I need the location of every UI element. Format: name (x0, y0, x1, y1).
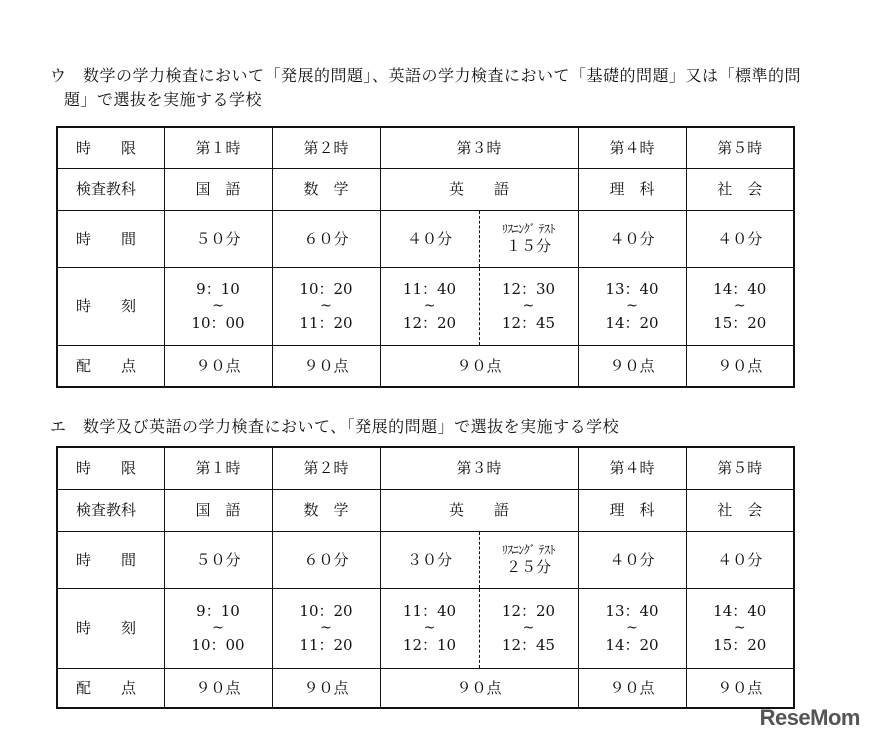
period-cell: 第２時 (272, 447, 380, 489)
listening-label: ﾘｽﾆﾝｸﾞ ﾃｽﾄ (501, 221, 556, 236)
tilde: ~ (212, 620, 224, 636)
score-cell: ９０点 (272, 668, 380, 708)
period-cell: 第３時 (380, 127, 578, 168)
table-row (57, 127, 794, 168)
time-start: 12：20 (501, 602, 556, 620)
duration-cell: ４０分 (578, 210, 686, 267)
section-u-heading-line2: 題」で選抜を実施する学校 (64, 90, 263, 109)
subject-cell: 英 語 (380, 168, 578, 210)
score-label: 配 点 (57, 668, 164, 708)
subject-label: 検査教科 (57, 489, 164, 531)
duration-cell: ４０分 (686, 210, 794, 267)
tilde: ~ (733, 620, 746, 636)
time-cell (479, 588, 578, 668)
time-start: 13：40 (605, 280, 659, 298)
section-u-heading (50, 64, 801, 112)
time-end: 15：20 (713, 314, 767, 332)
listening-cell (479, 210, 578, 267)
subject-cell: 数 学 (272, 489, 380, 531)
period-label: 時 限 (57, 447, 164, 489)
tilde: ~ (522, 620, 535, 636)
listening-cell (479, 531, 578, 588)
watermark-logo: ReseMom (759, 705, 860, 730)
table-row (57, 210, 794, 267)
subject-cell: 国 語 (164, 489, 272, 531)
time-end: 12：45 (501, 636, 556, 654)
time-start: 9：10 (196, 602, 240, 620)
listening-label: ﾘｽﾆﾝｸﾞ ﾃｽﾄ (501, 542, 556, 557)
time-cell (164, 588, 272, 668)
tilde: ~ (423, 620, 436, 636)
score-cell: ９０点 (164, 668, 272, 708)
table-row (57, 588, 794, 668)
time-start: 10：20 (299, 280, 353, 298)
score-cell: ９０点 (164, 345, 272, 387)
period-cell: 第３時 (380, 447, 578, 489)
time-cell (578, 267, 686, 345)
time-end: 14：20 (605, 636, 659, 654)
schedule-table-e (56, 446, 795, 709)
subject-cell: 国 語 (164, 168, 272, 210)
tilde: ~ (212, 298, 224, 314)
period-label: 時 限 (57, 127, 164, 168)
time-cell (380, 267, 479, 345)
duration-cell: ５０分 (164, 531, 272, 588)
time-end: 10：00 (191, 314, 245, 332)
time-cell (578, 588, 686, 668)
table-row (57, 489, 794, 531)
tilde: ~ (320, 620, 332, 636)
subject-cell: 理 科 (578, 168, 686, 210)
time-cell (686, 588, 794, 668)
period-cell: 第１時 (164, 447, 272, 489)
time-cell (686, 267, 794, 345)
time-start: 10：20 (299, 602, 353, 620)
subject-label: 検査教科 (57, 168, 164, 210)
time-start: 11：40 (402, 602, 457, 620)
duration-label: 時 間 (57, 531, 164, 588)
score-cell: ９０点 (686, 345, 794, 387)
duration-cell: ６０分 (272, 210, 380, 267)
tilde: ~ (626, 620, 638, 636)
tilde: ~ (733, 298, 746, 314)
duration-cell: ４０分 (578, 531, 686, 588)
time-cell (380, 588, 479, 668)
section-u-heading-line1: ウ 数学の学力検査において「発展的問題」、英語の学力検査において「基礎的問題」又は「標準的問 (50, 66, 802, 85)
time-end: 10：00 (191, 636, 245, 654)
period-cell: 第５時 (686, 447, 794, 489)
listening-duration: １５分 (506, 236, 552, 255)
time-cell (479, 267, 578, 345)
time-end: 12：10 (402, 636, 457, 654)
time-label: 時 刻 (57, 588, 164, 668)
time-end: 11：20 (299, 636, 353, 654)
tilde: ~ (423, 298, 436, 314)
table-row (57, 267, 794, 345)
period-cell: 第４時 (578, 447, 686, 489)
score-cell: ９０点 (380, 668, 578, 708)
listening-duration: ２５分 (506, 557, 552, 576)
time-end: 12：45 (501, 314, 556, 332)
score-cell: ９０点 (272, 345, 380, 387)
period-cell: 第２時 (272, 127, 380, 168)
period-cell: 第４時 (578, 127, 686, 168)
section-e-heading (50, 415, 619, 439)
subject-cell: 社 会 (686, 168, 794, 210)
table-row (57, 668, 794, 708)
time-end: 12：20 (402, 314, 457, 332)
time-end: 11：20 (299, 314, 353, 332)
subject-cell: 英 語 (380, 489, 578, 531)
table-row (57, 168, 794, 210)
score-cell: ９０点 (578, 668, 686, 708)
duration-cell: ３０分 (380, 531, 479, 588)
duration-cell: ５０分 (164, 210, 272, 267)
score-label: 配 点 (57, 345, 164, 387)
duration-cell: ４０分 (686, 531, 794, 588)
time-end: 15：20 (713, 636, 767, 654)
table-row (57, 345, 794, 387)
period-cell: 第５時 (686, 127, 794, 168)
time-cell (272, 267, 380, 345)
time-cell (272, 588, 380, 668)
subject-cell: 数 学 (272, 168, 380, 210)
score-cell: ９０点 (578, 345, 686, 387)
schedule-table-u (56, 126, 795, 388)
period-cell: 第１時 (164, 127, 272, 168)
time-end: 14：20 (605, 314, 659, 332)
time-start: 14：40 (713, 602, 767, 620)
time-cell (164, 267, 272, 345)
tilde: ~ (522, 298, 535, 314)
duration-label: 時 間 (57, 210, 164, 267)
time-start: 14：40 (713, 280, 767, 298)
section-e-heading-line1: エ 数学及び英語の学力検査において、「発展的問題」で選抜を実施する学校 (50, 417, 620, 436)
time-start: 12：30 (501, 280, 556, 298)
time-start: 9：10 (196, 280, 240, 298)
duration-cell: ４０分 (380, 210, 479, 267)
tilde: ~ (626, 298, 638, 314)
table-row (57, 447, 794, 489)
time-start: 11：40 (402, 280, 457, 298)
subject-cell: 社 会 (686, 489, 794, 531)
time-label: 時 刻 (57, 267, 164, 345)
score-cell: ９０点 (686, 668, 794, 708)
tilde: ~ (320, 298, 332, 314)
time-start: 13：40 (605, 602, 659, 620)
table-row (57, 531, 794, 588)
duration-cell: ６０分 (272, 531, 380, 588)
subject-cell: 理 科 (578, 489, 686, 531)
score-cell: ９０点 (380, 345, 578, 387)
